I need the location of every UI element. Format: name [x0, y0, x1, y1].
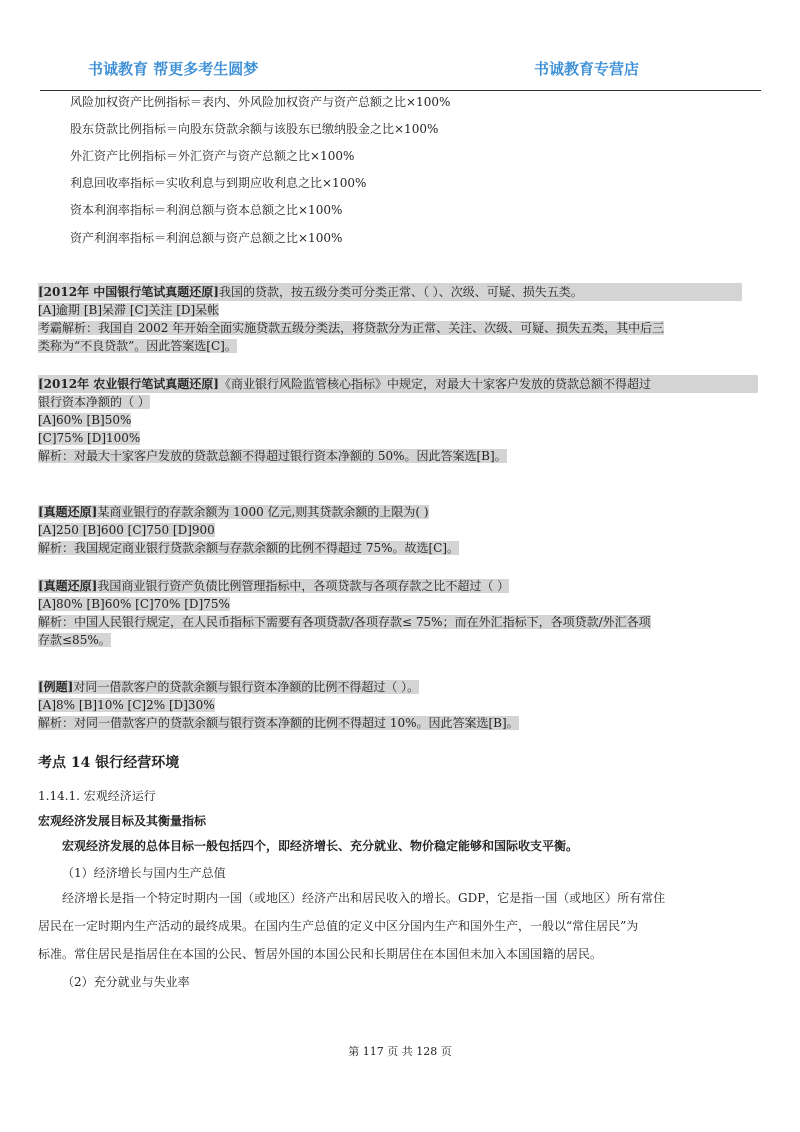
question-2-analysis	[38, 447, 507, 465]
question-2-stem-text: 银行资本净额的（ ）	[38, 395, 150, 409]
section-item-1: （1）经济增长与国内生产总值	[62, 866, 226, 880]
question-1-stem-line	[38, 283, 583, 301]
question-1-stem: 我国的贷款，按五级分类可分类正常、（ ）、次级、可疑、损失五类。	[218, 285, 583, 299]
question-2-stem-line	[38, 375, 651, 393]
question-2-options-text: [A]60% [B]50%	[38, 413, 132, 427]
question-1-options	[38, 301, 219, 319]
question-5-stem: 对同一借款客户的贷款余额与银行资本净额的比例不得超过（ ）。	[73, 680, 420, 694]
page-header	[0, 0, 800, 92]
question-5-options-text: [A]8% [B]10% [C]2% [D]30%	[38, 698, 215, 712]
question-2-options-text: [C]75% [D]100%	[38, 431, 141, 445]
formula-line: 风险加权资产比例指标＝表内、外风险加权资产与资产总额之比×100%	[70, 95, 451, 109]
header-brand-slogan: 书诚教育 帮更多考生圆梦	[88, 60, 259, 78]
formula-line: 外汇资产比例指标＝外汇资产与资产总额之比×100%	[70, 149, 355, 163]
question-5-stem-line	[38, 678, 419, 696]
question-5-analysis	[38, 714, 519, 732]
question-4-analysis-text: 存款≤85%。	[38, 633, 111, 647]
question-4-analysis-line-2	[38, 631, 111, 649]
question-1-analysis-text: 类称为“不良贷款”。因此答案选[C]。	[38, 339, 237, 353]
body-paragraph-line: 经济增长是指一个特定时期内一国（或地区）经济产出和居民收入的增长。GDP，它是指一国（或地区）所有常住	[62, 891, 666, 905]
question-4-stem-line	[38, 577, 509, 595]
formula-line: 利息回收率指标＝实收利息与到期应收利息之比×100%	[70, 176, 367, 190]
question-1-analysis-line-1	[38, 319, 664, 337]
question-2-analysis-text: 解析：对最大十家客户发放的贷款总额不得超过银行资本净额的 50%。因此答案选[B]。	[38, 449, 507, 463]
question-1-label: [2012年 中国银行笔试真题还原]	[38, 285, 219, 299]
header-store-name: 书诚教育专营店	[534, 60, 640, 78]
page-number: 第 117 页 共 128 页	[348, 1045, 452, 1058]
question-1-analysis-line-2	[38, 337, 237, 355]
question-2-label: [2012年 农业银行笔试真题还原]	[38, 377, 219, 391]
question-4-analysis-line-1	[38, 613, 651, 631]
question-3-label: [真题还原]	[38, 505, 98, 519]
question-2-stem-line-2	[38, 393, 150, 411]
header-divider	[40, 90, 761, 91]
question-4-label: [真题还原]	[38, 579, 98, 593]
question-3-stem-line	[38, 503, 429, 521]
question-4-stem: 我国商业银行资产负债比例管理指标中，各项贷款与各项存款之比不超过（ ）	[97, 579, 510, 593]
question-3-options-text: [A]250 [B]600 [C]750 [D]900	[38, 523, 215, 537]
section-bold-paragraph: 宏观经济发展的总体目标一般包括四个，即经济增长、充分就业、物价稳定能够和国际收支平衡。	[62, 839, 579, 853]
section-heading: 宏观经济发展目标及其衡量指标	[38, 814, 207, 828]
subsection-title: 1.14.1. 宏观经济运行	[38, 789, 156, 803]
question-4-analysis-text: 解析：中国人民银行规定，在人民币指标下需要有各项贷款/各项存款≤ 75%；而在外汇指标下，各项贷款/外汇各项	[38, 615, 651, 629]
body-paragraph-line: 标准。常住居民是指居住在本国的公民、暂居外国的本国公民和长期居住在本国但未加入本国国籍的居民。	[38, 947, 603, 961]
formula-line: 资本利润率指标＝利润总额与资本总额之比×100%	[70, 203, 343, 217]
question-5-analysis-text: 解析：对同一借款客户的贷款余额与银行资本净额的比例不得超过 10%。因此答案选[B]。	[38, 716, 519, 730]
question-2-options-1	[38, 411, 131, 429]
section-item-2: （2）充分就业与失业率	[62, 975, 190, 989]
question-3-analysis	[38, 539, 459, 557]
question-3-options	[38, 521, 215, 539]
formula-line: 资产利润率指标＝利润总额与资产总额之比×100%	[70, 231, 343, 245]
question-5-label: [例题]	[38, 680, 74, 694]
body-paragraph-line: 居民在一定时期内生产活动的最终成果。在国内生产总值的定义中区分国内生产和国外生产，一般以“常住居民”为	[38, 919, 639, 933]
question-5-options	[38, 696, 215, 714]
question-3-stem: 某商业银行的存款余额为 1000 亿元,则其贷款余额的上限为( )	[97, 505, 429, 519]
question-2-options-2	[38, 429, 140, 447]
formula-line: 股东贷款比例指标＝向股东贷款余额与该股东已缴纳股金之比×100%	[70, 122, 439, 136]
section-title: 考点 14 银行经营环境	[38, 755, 180, 771]
question-1-analysis-text: 考霸解析：我国自 2002 年开始全面实施贷款五级分类法，将贷款分为正常、关注、次级、可疑、损失五类，其中后三	[38, 321, 665, 335]
question-1-options-text: [A]逾期 [B]呆滞 [C]关注 [D]呆帐	[38, 303, 220, 317]
question-2-stem: 《商业银行风险监管核心指标》中规定，对最大十家客户发放的贷款总额不得超过	[218, 377, 651, 391]
question-4-options	[38, 595, 230, 613]
question-3-analysis-text: 解析：我国规定商业银行贷款余额与存款余额的比例不得超过 75%。故选[C]。	[38, 541, 460, 555]
question-4-options-text: [A]80% [B]60% [C]70% [D]75%	[38, 597, 230, 611]
